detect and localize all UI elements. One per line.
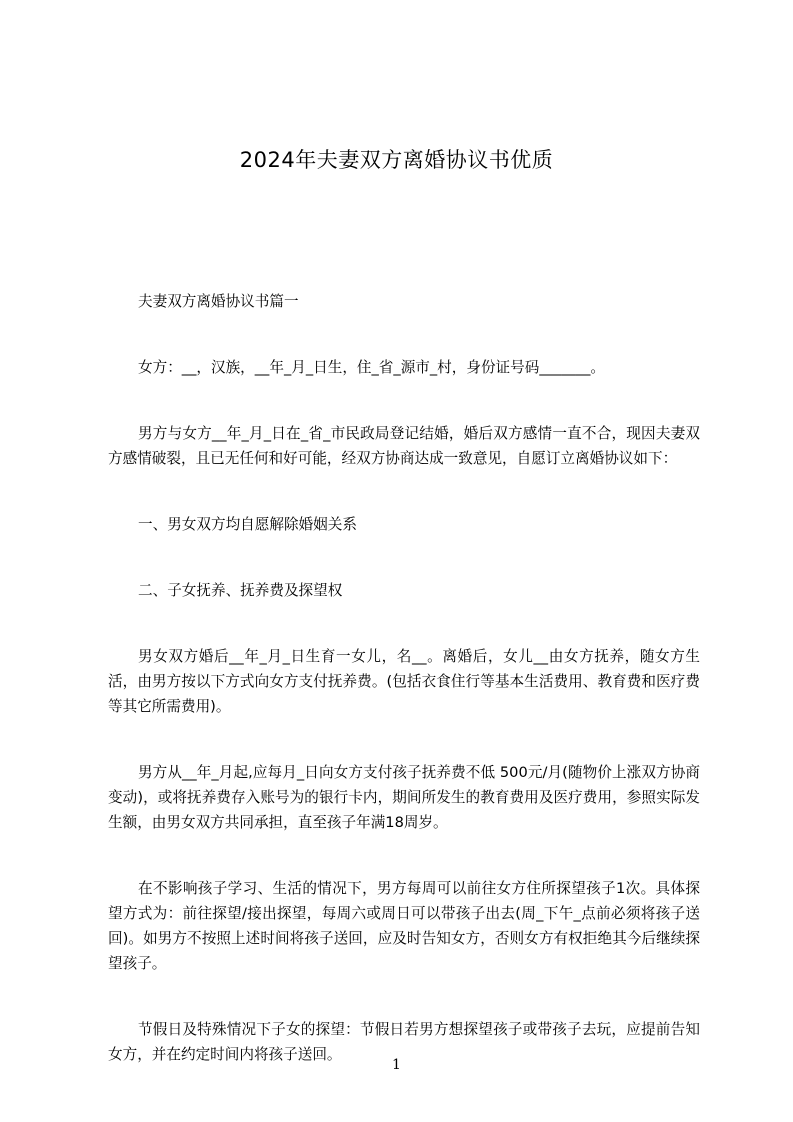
child-custody-paragraph: 男女双方婚后__年_月_日生育一女儿，名__。离婚后，女儿__由女方抚养，随女方生活，由男方按以下方式向女方支付抚养费。(包括衣食住行等基本生活费用、教育费和医疗费等其它所需费用)。 xyxy=(108,648,700,715)
page-number: 1 xyxy=(392,1057,401,1073)
visitation-paragraph: 在不影响孩子学习、生活的情况下，男方每周可以前往女方住所探望孩子1次。具体探望方式为：前往探望/接出探望，每周六或周日可以带孩子出去(周_下午_点前必须将孩子送回)。如男方不按照上述时间将孩子送回，应及时告知女方，否则女方有权拒绝其今后继续探望孩子。 xyxy=(108,880,700,972)
holiday-visitation-paragraph: 节假日及特殊情况下子女的探望：节假日若男方想探望孩子或带孩子去玩，应提前告知女方，并在约定时间内将孩子送回。 xyxy=(108,1021,700,1063)
party-female-info: 女方：__，汉族，__年_月_日生，住_省_源市_村，身份证号码_______。 xyxy=(138,359,606,376)
document-title: 2024年夫妻双方离婚协议书优质 xyxy=(239,148,554,172)
marriage-background-paragraph: 男方与女方__年_月_日在_省_市民政局登记结婚，婚后双方感情一直不合，现因夫妻双方感情破裂，且已无任何和好可能，经双方协商达成一致意见，自愿订立离婚协议如下： xyxy=(108,425,700,467)
clause-2-heading: 二、子女抚养、抚养费及探望权 xyxy=(138,582,343,599)
clause-1-heading: 一、男女双方均自愿解除婚姻关系 xyxy=(138,516,357,533)
child-support-paragraph: 男方从__年_月起,应每月_日向女方支付孩子抚养费不低 500元/月(随物价上涨双方协商变动)，或将抚养费存入账号为的银行卡内，期间所发生的教育费用及医疗费用，参照实际发生额，由男女双方共同承担，直至孩子年满18周岁。 xyxy=(108,764,700,831)
document-body xyxy=(108,289,700,1108)
section-heading: 夫妻双方离婚协议书篇一 xyxy=(138,293,299,310)
